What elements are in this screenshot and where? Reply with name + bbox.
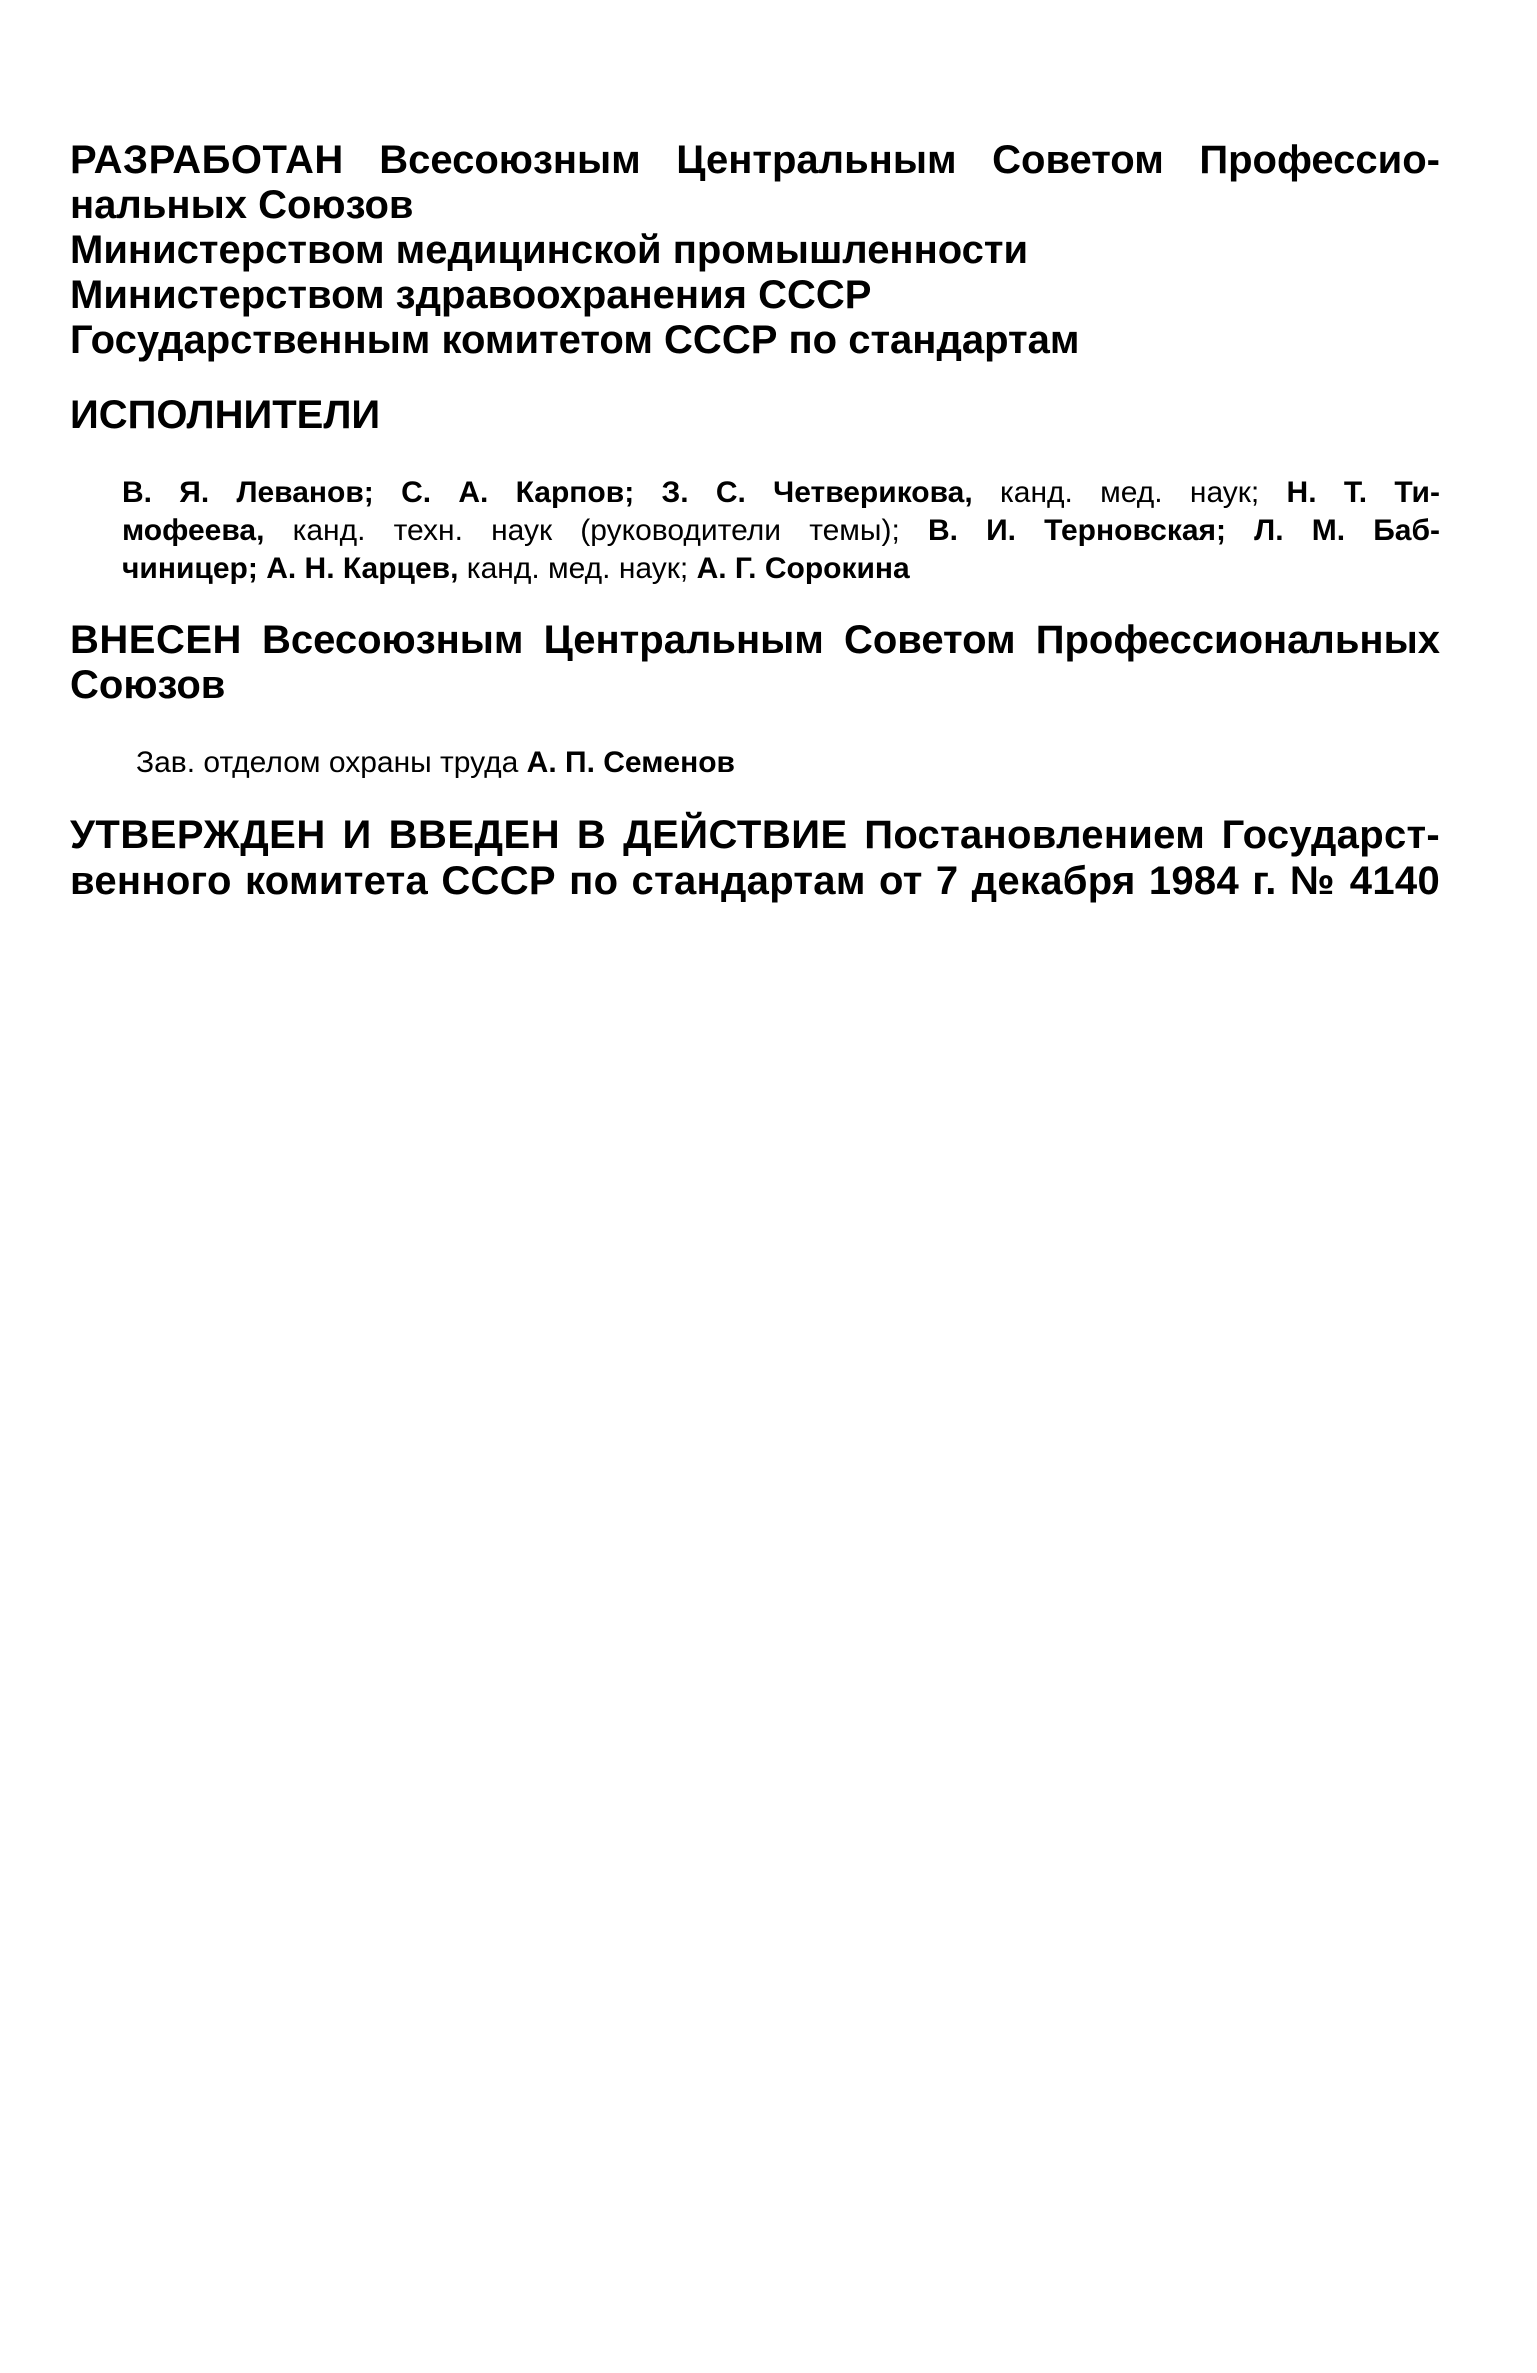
- document-page: [70, 138, 1440, 904]
- approved-section: [70, 812, 1440, 904]
- introduced-org: Всесоюзным Центральным Советом Профессиональных: [262, 618, 1440, 662]
- performer-degree-1: канд. мед. наук;: [972, 476, 1287, 509]
- developed-org-1: Всесоюзным Центральным Советом Профессио-: [379, 138, 1440, 182]
- approved-line-2: венного комитета СССР по стандартам от 7 декабря 1984 г. № 4140: [70, 859, 1440, 903]
- performer-degree-3: канд. мед. наук;: [458, 552, 697, 585]
- performer-names-3b: чиницер; А. Н. Карцев,: [122, 552, 459, 585]
- developed-section: [70, 138, 1440, 363]
- performers-list: [122, 474, 1440, 588]
- developed-line-3: Министерством медицинской промышленности: [70, 228, 1029, 272]
- performer-name-2a: Н. Т. Ти-: [1286, 476, 1440, 509]
- developed-line-1: [70, 138, 1440, 183]
- performer-names-3a: В. И. Терновская; Л. М. Баб-: [927, 514, 1440, 547]
- introduced-line-2: Союзов: [70, 663, 226, 707]
- performer-name-4: А. Г. Сорокина: [696, 552, 910, 585]
- developed-line-2: нальных Союзов: [70, 183, 414, 227]
- introduced-line-1: [70, 618, 1440, 663]
- performer-name-2b: мофеева,: [122, 514, 265, 547]
- department-title: Зав. отделом охраны труда: [136, 746, 519, 779]
- performers-line-2: [122, 512, 1440, 550]
- performers-line-1: [122, 474, 1440, 512]
- department-head-name: А. П. Семенов: [526, 746, 735, 779]
- introduced-label: ВНЕСЕН: [70, 618, 242, 662]
- approved-decree: Постановлением Государст-: [864, 813, 1440, 857]
- developed-label: РАЗРАБОТАН: [70, 138, 344, 182]
- performers-line-3: [122, 550, 1440, 588]
- department-head: [136, 744, 1440, 782]
- performer-names-1: В. Я. Леванов; С. А. Карпов; З. С. Четверикова,: [122, 476, 973, 509]
- approved-label: УТВЕРЖДЕН И ВВЕДЕН В ДЕЙСТВИЕ: [70, 813, 848, 857]
- introduced-section: [70, 618, 1440, 708]
- developed-line-4: Министерством здравоохранения СССР: [70, 273, 872, 317]
- approved-line-1: [70, 812, 1440, 858]
- developed-line-5: Государственным комитетом СССР по стандартам: [70, 318, 1080, 362]
- performer-degree-2: канд. техн. наук (руководители темы);: [264, 514, 928, 547]
- performers-heading: ИСПОЛНИТЕЛИ: [70, 393, 381, 437]
